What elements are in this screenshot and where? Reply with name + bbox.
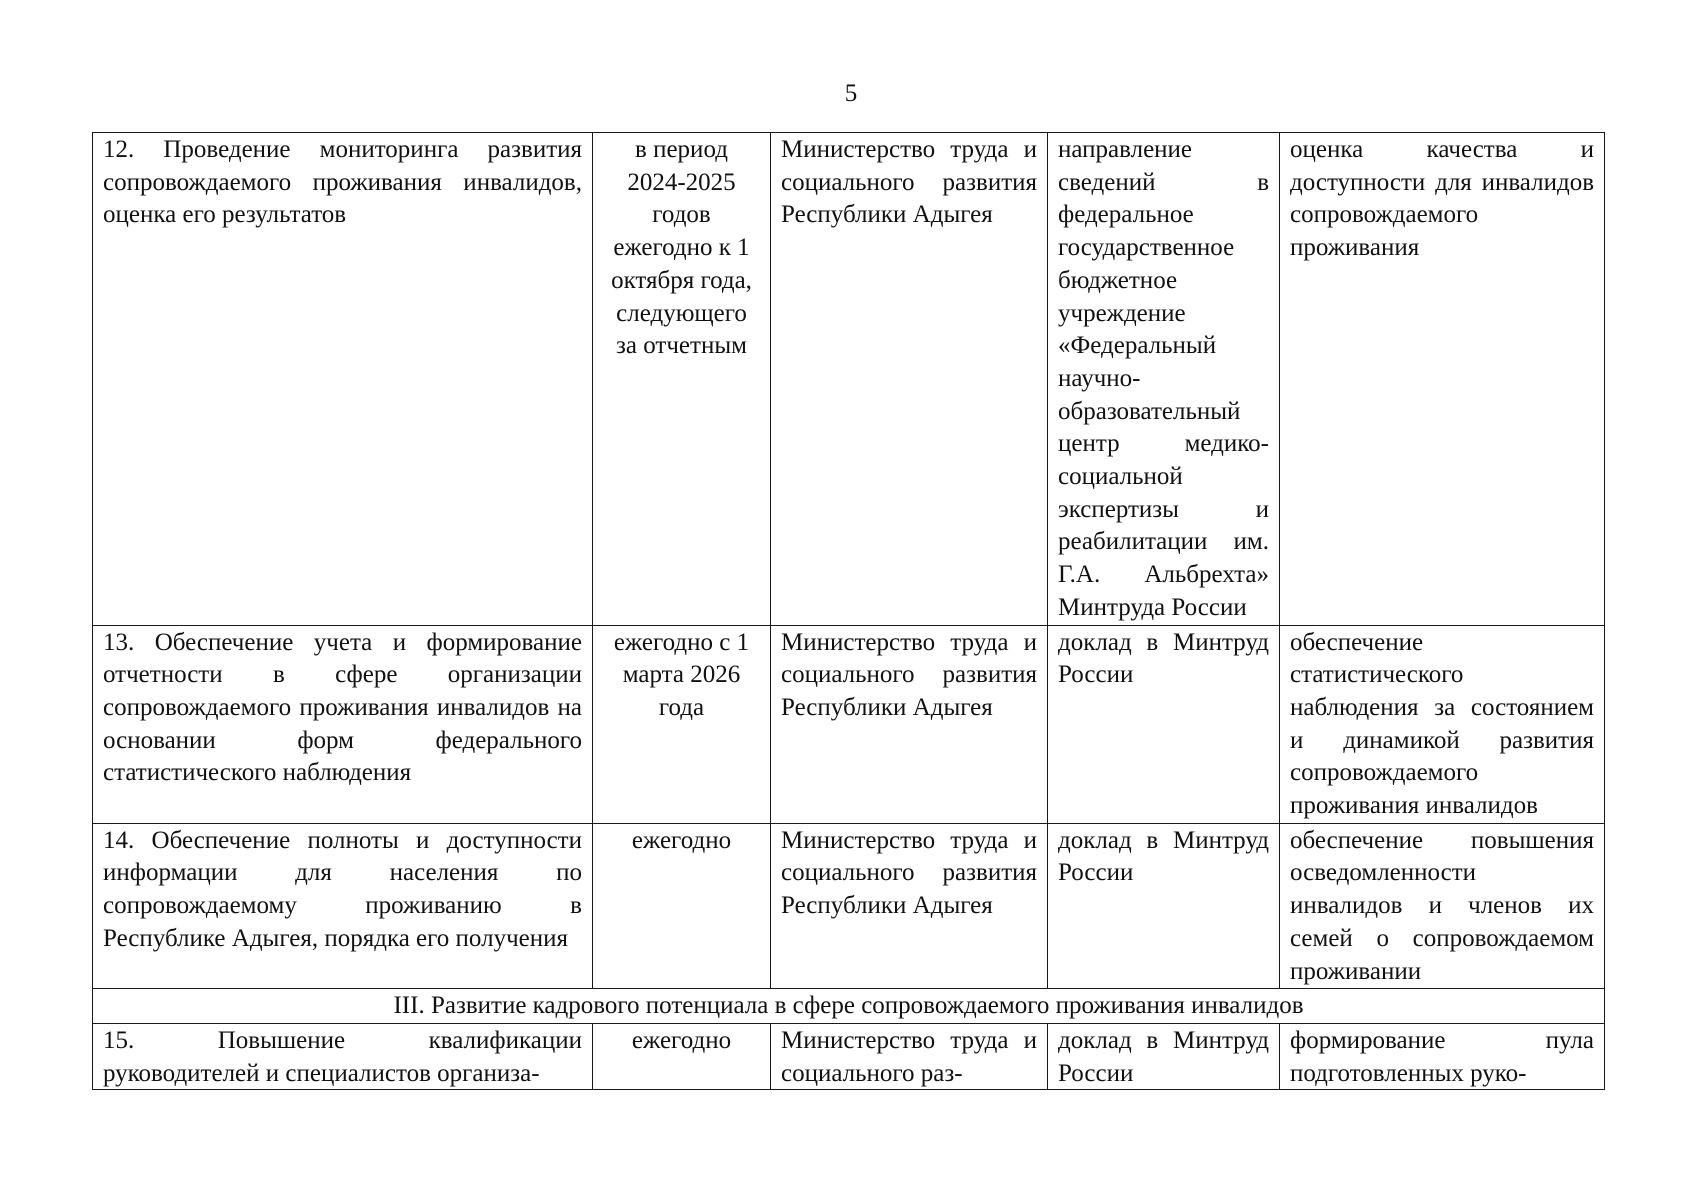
responsible-cell — [771, 1023, 1048, 1089]
responsible-text: Министерство труда и социального раз- — [781, 1026, 1037, 1087]
document-cell: направление сведений в федеральное государственное бюджетное учреждение «Федеральный научно-образовательный центр медико-социальной экспертизы и реабилитации им. Г.А. Альбрехта» Минтруда России — [1048, 133, 1280, 626]
result-cell: обеспечение статистического наблюдения за состоянием и динамикой развития сопровождаемого проживания инвалидов — [1280, 625, 1605, 823]
action-plan-table — [92, 132, 1605, 1090]
result-cell: оценка качества и доступности для инвалидов сопровождаемого проживания — [1280, 133, 1605, 626]
section-heading: III. Развитие кадрового потенциала в сфере сопровождаемого проживания инвалидов — [93, 989, 1605, 1024]
measure-cell — [93, 1023, 593, 1089]
table-row — [93, 823, 1605, 989]
term-cell: ежегодно — [593, 823, 771, 989]
responsible-cell: Министерство труда и социального развития Республики Адыгея — [771, 133, 1048, 626]
measure-cell: 12. Проведение мониторинга развития сопровождаемого проживания инвалидов, оценка его результатов — [93, 133, 593, 626]
measure-cell: 14. Обеспечение полноты и доступности информации для населения по сопровождаемому проживанию в Республике Адыгея, порядка его получения — [93, 823, 593, 989]
term-text: ежегодно — [631, 1026, 732, 1054]
term-cell: в период 2024-2025 годов ежегодно к 1 октября года, следующего за отчетным — [593, 133, 771, 626]
section-heading-row — [93, 989, 1605, 1024]
responsible-cell: Министерство труда и социального развития Республики Адыгея — [771, 625, 1048, 823]
document-cell: доклад в Минтруд России — [1048, 823, 1280, 989]
measure-text: 15. Повышение квалификации руководителей и специалистов организа- — [103, 1026, 582, 1087]
table-row — [93, 625, 1605, 823]
document-cell: доклад в Минтруд России — [1048, 625, 1280, 823]
measure-cell: 13. Обеспечение учета и формирование отчетности в сфере организации сопровождаемого проживания инвалидов на основании форм федерального статистического наблюдения — [93, 625, 593, 823]
term-cell — [593, 1023, 771, 1089]
responsible-cell: Министерство труда и социального развития Республики Адыгея — [771, 823, 1048, 989]
table-row — [93, 133, 1605, 626]
result-cell — [1280, 1023, 1605, 1089]
page-number: 5 — [844, 80, 858, 107]
result-cell: обеспечение повышения осведомленности инвалидов и членов их семей о сопровождаемом проживании — [1280, 823, 1605, 989]
document-cell — [1048, 1023, 1280, 1089]
document-text: доклад в Минтруд России — [1058, 1026, 1269, 1087]
table-row — [93, 1023, 1605, 1089]
result-text: формирование пула подготовленных руко- — [1290, 1026, 1594, 1087]
term-cell: ежегодно с 1 марта 2026 года — [593, 625, 771, 823]
